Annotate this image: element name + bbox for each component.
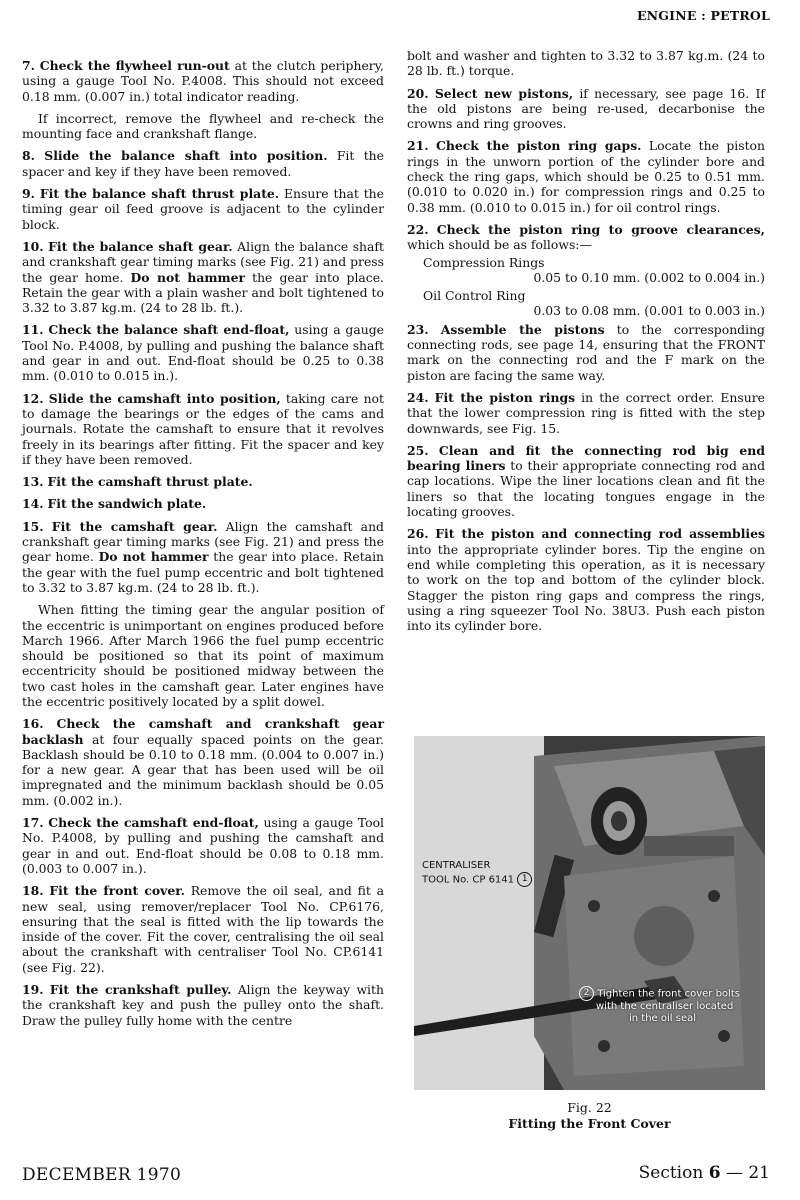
step-14: 14. Fit the sandwich plate. — [22, 496, 207, 512]
footer-section-page: Section 6 — 21 — [638, 1163, 770, 1183]
right-column — [407, 48, 765, 640]
step-15-note: When fitting the timing gear the angular position of the eccentric is unimportant on engines produced before March 1966. After March 1966 the fuel pump eccentric should be positioned so that its point of maximum eccentricity should be positioned midway between the two cast holes in the camshaft gear. Later engines have the eccentric positively located by a split dowel. — [22, 602, 384, 709]
step-26: 26. Fit the piston and connecting rod assemblies into the appropriate cylinder bores. Tip the engine on end while completing this operation, as it is necessary to work on the top and bottom of the cylinder block. Stagger the piston ring gaps and compress the rings, using a ring squeezer Tool No. 38U3. Push each piston into its cylinder bore. — [407, 526, 765, 634]
step-15: 15. Fit the camshaft gear. Align the camshaft and crankshaft gear timing marks (see Fig. 21) and press the gear home. Do not hammer the gear into place. Retain the gear with the fuel pump eccentric and bolt tightened to 3.32 to 3.87 kg.m. (24 to 28 lb. ft.). — [22, 518, 385, 595]
spec-compression-label: Compression Rings — [423, 254, 545, 270]
step-19-continued: bolt and washer and tighten to 3.32 to 3.87 kg.m. (24 to 28 lb. ft.) torque. — [407, 48, 765, 79]
spec-compression-value: 0.05 to 0.10 mm. (0.002 to 0.004 in.) — [533, 269, 765, 285]
figure-number: Fig. 22 — [567, 1100, 612, 1115]
step-24: 24. Fit the piston rings in the correct order. Ensure that the lower compression ring is fitted with the step downwards, see Fig. 15. — [407, 389, 765, 436]
step-23: 23. Assemble the pistons to the corresponding connecting rods, see page 14, ensuring that the FRONT mark on the connecting rod and the F mark on the piston are facing the same way. — [407, 321, 765, 383]
step-17: 17. Check the camshaft end-float, using a gauge Tool No. P.4008, by pulling and pushing the camshaft and gear in and out. End-float should be 0.08 to 0.18 mm. (0.003 to 0.007 in.). — [22, 815, 384, 876]
step-20: 20. Select new pistons, if necessary, see page 16. If the old pistons are being re-used, decarbonise the crowns and ring grooves. — [407, 85, 765, 132]
step-10: 10. Fit the balance shaft gear. Align the balance shaft and crankshaft gear timing marks (see Fig. 21) and press the gear home. Do not hammer the gear into place. Retain the gear with a plain washer and bolt tightened to 3.32 to 3.87 kg.m. (24 to 28 lb. ft.). — [22, 238, 385, 316]
step-12: 12. Slide the camshaft into position, taking care not to damage the bearings or the edges of the cams and journals. Rotate the camshaft to ensure that it revolves freely in its bearings after fitting. Fit the spacer and key if they have been removed. — [22, 390, 384, 467]
step-21: 21. Check the piston ring gaps. Locate the piston rings in the unworn portion of the cylinder bore and check the ring gaps, which should be 0.25 to 0.51 mm. (0.010 to 0.020 in.) for compression rings and 0.25 to 0.38 mm. (0.010 to 0.015 in.) for oil control rings. — [407, 138, 765, 215]
figure-22-photo — [414, 736, 765, 1090]
engine-photo-illustration — [414, 736, 765, 1090]
step-9: 9. Fit the balance shaft thrust plate. Ensure that the timing gear oil feed groove is adjacent to the cylinder block. — [22, 186, 384, 232]
step-22: 22. Check the piston ring to groove clearances, which should be as follows:— — [407, 221, 765, 253]
step-13: 13. Fit the camshaft thrust plate. — [22, 474, 253, 490]
footer-date: DECEMBER 1970 — [22, 1165, 182, 1185]
spec-oil-control-label: Oil Control Ring — [423, 288, 526, 304]
step-16: 16. Check the camshaft and crankshaft gear backlash at four equally spaced points on the gear. Backlash should be 0.10 to 0.18 mm. (0.004 to 0.007 in.) for a new gear. A gear that has been used will be oil impregnated and the minimum backlash should be 0.05 mm. (0.002 in.). — [22, 716, 384, 808]
callout-number-1: 1 — [517, 872, 532, 887]
callout-centraliser: CENTRALISER TOOL No. CP 6141 1 — [422, 860, 532, 887]
spec-oil-control-value: 0.03 to 0.08 mm. (0.001 to 0.003 in.) — [533, 303, 765, 319]
step-25: 25. Clean and fit the connecting rod big end bearing liners to their appropriate connecting rod and cap locations. Wipe the liner locations clean and fit the liners so that the locating tongues engage in the locating grooves. — [407, 442, 766, 520]
callout-tighten-bolts: 2 Tighten the front cover bolts with the centraliser located in the oil seal — [579, 986, 740, 1025]
figure-caption — [414, 1100, 765, 1132]
step-19: 19. Fit the crankshaft pulley. Align the keyway with the crankshaft key and push the pulley onto the shaft. Draw the pulley fully home with the centre — [22, 982, 384, 1028]
step-11: 11. Check the balance shaft end-float, using a gauge Tool No. P.4008, by pulling and pushing the balance shaft and gear in and out. End-float should be 0.25 to 0.38 mm. (0.010 to 0.015 in.). — [22, 322, 384, 384]
left-column — [22, 58, 384, 1035]
step-8: 8. Slide the balance shaft into position. Fit the spacer and key if they have been removed. — [22, 148, 384, 179]
step-7-note: If incorrect, remove the flywheel and re-check the mounting face and crankshaft flange. — [22, 110, 384, 142]
callout-number-2: 2 — [579, 986, 594, 1001]
page-header: ENGINE : PETROL — [636, 8, 770, 23]
step-18: 18. Fit the front cover. Remove the oil seal, and fit a new seal, using remover/replacer Tool No. CP.6176, ensuring that the seal is fitted with the lip towards the inside of the cover. Fit the cover, centralising the oil seal about the crankshaft with centraliser Tool No. CP.6141 (see Fig. 22). — [22, 883, 384, 975]
step-7: 7. Check the flywheel run-out at the clutch periphery, using a gauge Tool No. P.4008. This should not exceed 0.18 mm. (0.007 in.) total indicator reading. — [22, 58, 384, 104]
figure-title: Fitting the Front Cover — [508, 1116, 671, 1131]
